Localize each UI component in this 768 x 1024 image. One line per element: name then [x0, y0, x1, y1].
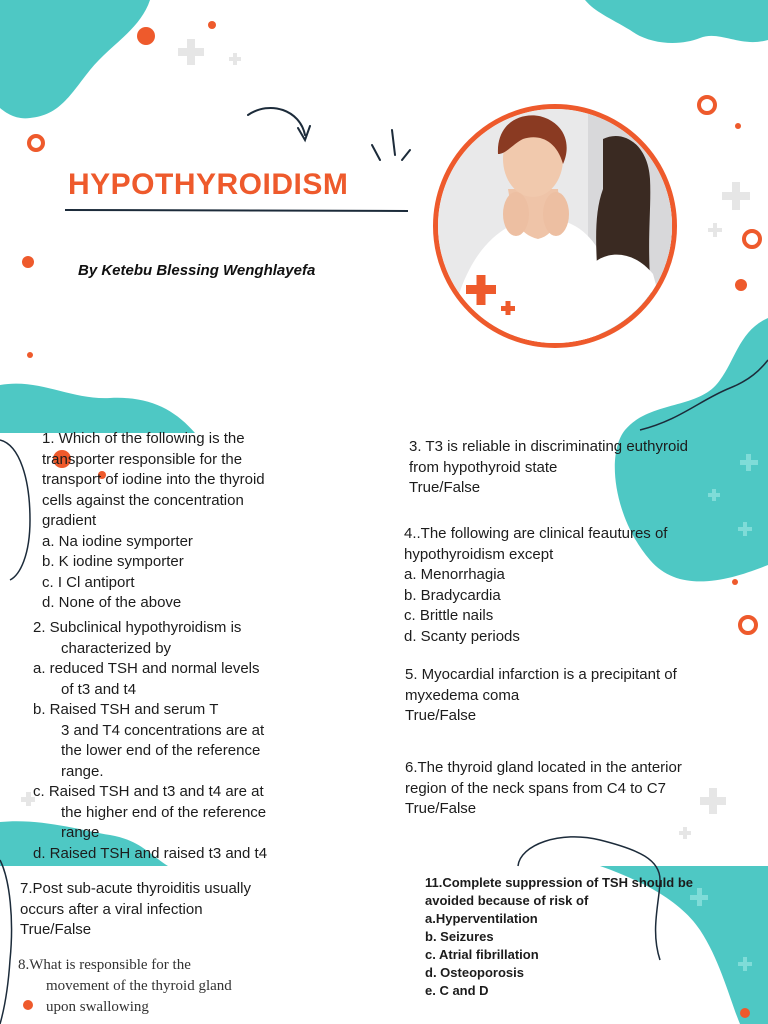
- q8-line: upon swallowing: [46, 999, 149, 1015]
- q11-option: a.Hyperventilation: [425, 911, 538, 926]
- title-underline: [65, 210, 408, 211]
- q7-line: occurs after a viral infection: [20, 900, 203, 918]
- q1-option: b. K iodine symporter: [42, 553, 184, 570]
- question-7: [20, 879, 251, 941]
- question-11: [425, 874, 693, 1000]
- q1-option: c. I Cl antiport: [42, 573, 135, 591]
- q11-line: avoided because of risk of: [425, 893, 589, 908]
- photo-frame: [433, 104, 677, 348]
- teal-blob-top-right: [585, 0, 768, 43]
- q1-line: transport of iodine into the thyroid: [42, 471, 265, 488]
- arrow-squiggle: [248, 108, 310, 140]
- teal-wave-left: [0, 384, 195, 433]
- doctor-examining-neck-photo-icon: [438, 109, 672, 343]
- author-line: By Ketebu Blessing Wenghlayefa: [78, 262, 316, 279]
- question-6: [405, 758, 682, 820]
- q2-option-cont: range: [61, 824, 100, 841]
- q11-option: b. Seizures: [425, 929, 494, 944]
- q4-line: hypothyroidism except: [404, 545, 554, 563]
- q1-line: 1. Which of the following is the: [42, 430, 245, 447]
- q6-line: region of the neck spans from C4 to C7: [405, 779, 666, 797]
- page-title: HYPOTHYROIDISM: [68, 168, 349, 201]
- q1-line: transporter responsible for the: [42, 450, 243, 468]
- q2-line: characterized by: [61, 639, 172, 657]
- q1-line: gradient: [42, 512, 97, 529]
- question-3: [409, 437, 688, 499]
- q4-line: 4..The following are clinical feautures of: [404, 525, 668, 542]
- q2-option-cont: of t3 and t4: [61, 680, 137, 698]
- q6-line: 6.The thyroid gland located in the anterior: [405, 759, 682, 776]
- q2-option: d. Raised TSH and raised t3 and t4: [33, 844, 268, 862]
- q11-option: d. Osteoporosis: [425, 965, 524, 980]
- q3-line: True/False: [409, 479, 481, 496]
- q4-option: a. Menorrhagia: [404, 566, 505, 583]
- q2-option-cont: 3 and T4 concentrations are at: [61, 721, 265, 739]
- q11-line: 11.Complete suppression of TSH should be: [425, 875, 693, 890]
- teal-blob-top-left: [0, 0, 150, 118]
- q2-option: a. reduced TSH and normal levels: [33, 660, 260, 677]
- question-1: [42, 429, 265, 614]
- question-2: [33, 618, 267, 864]
- q1-option: a. Na iodine symporter: [42, 532, 193, 550]
- question-8: [18, 955, 232, 1018]
- question-4: [404, 524, 667, 647]
- q8-line: movement of the thyroid gland: [46, 978, 232, 994]
- q11-option: c. Atrial fibrillation: [425, 947, 539, 962]
- q8-line: 8.What is responsible for the: [18, 957, 191, 973]
- q5-line: 5. Myocardial infarction is a precipitant of: [405, 666, 677, 683]
- q2-option-cont: the higher end of the reference: [61, 803, 267, 821]
- q2-option-cont: the lower end of the reference: [61, 742, 261, 759]
- q11-option: e. C and D: [425, 983, 489, 998]
- q2-line: 2. Subclinical hypothyroidism is: [33, 619, 242, 636]
- q5-line: True/False: [405, 707, 477, 724]
- q1-option: d. None of the above: [42, 594, 182, 611]
- q7-line: 7.Post sub-acute thyroiditis usually: [20, 880, 251, 897]
- q2-option-cont: range.: [61, 762, 104, 780]
- q7-line: True/False: [20, 921, 92, 938]
- q1-line: cells against the concentration: [42, 491, 244, 509]
- q2-option: b. Raised TSH and serum T: [33, 701, 219, 718]
- q6-line: True/False: [405, 800, 477, 817]
- q5-line: myxedema coma: [405, 686, 520, 704]
- q3-line: from hypothyroid state: [409, 458, 558, 476]
- q4-option: d. Scanty periods: [404, 627, 520, 645]
- q3-line: 3. T3 is reliable in discriminating euthyroid: [409, 438, 689, 455]
- q4-option: c. Brittle nails: [404, 607, 494, 624]
- question-5: [405, 665, 677, 727]
- q4-option: b. Bradycardia: [404, 586, 501, 604]
- q2-option: c. Raised TSH and t3 and t4 are at: [33, 783, 264, 800]
